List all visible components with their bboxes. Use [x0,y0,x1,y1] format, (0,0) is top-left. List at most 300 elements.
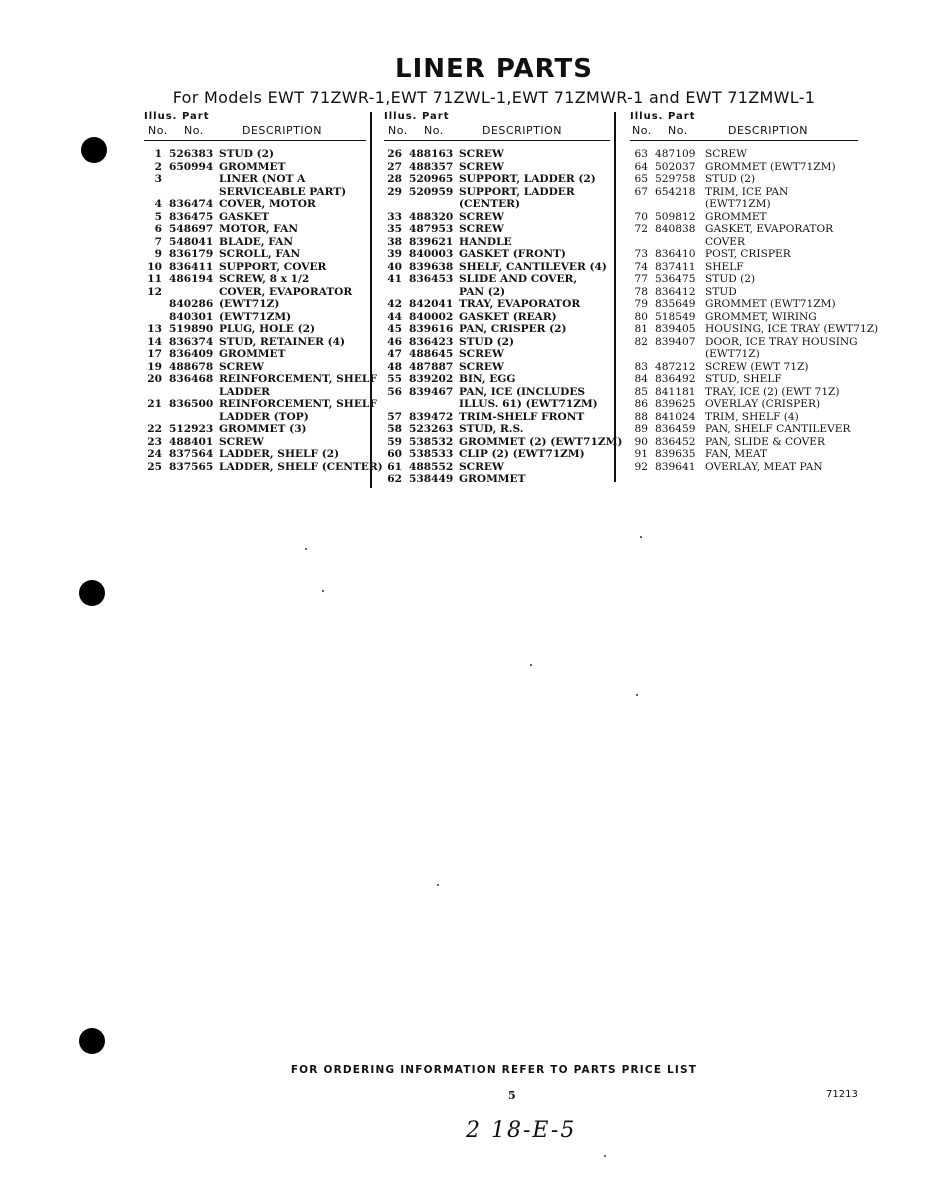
part-description: BLADE, FAN [219,235,294,248]
part-number: 836452 [655,435,696,448]
parts-row [384,148,610,161]
punch-hole-middle [79,580,105,606]
part-number: 839621 [409,235,454,248]
part-number: 839467 [409,385,454,398]
parts-row [630,411,858,424]
scan-speck [636,694,638,696]
part-description: STUD (2) [705,273,756,285]
part-description: SCREW [459,210,504,223]
header-illus: Illus. [144,111,178,122]
part-description: SCREW [459,160,504,173]
ordering-footer: FOR ORDERING INFORMATION REFER TO PARTS PRICE LIST [290,1064,698,1076]
illus-number: 84 [634,373,648,385]
page-number: 5 [508,1089,516,1102]
part-number: 842041 [409,298,454,310]
illus-number: 29 [387,185,402,198]
illus-number: 61 [387,460,402,473]
illus-number: 33 [387,210,402,223]
illus-number: 28 [387,173,402,185]
part-number: 836374 [169,335,214,348]
parts-row [384,173,610,186]
punch-hole-top [81,137,107,163]
parts-row [384,236,610,249]
part-description: PAN, CRISPER (2) [459,323,567,335]
illus-number: 17 [147,348,162,360]
part-description: PAN, ICE (INCLUDES [459,385,586,398]
part-description: SUPPORT, LADDER (2) [459,173,596,185]
illus-number: 4 [154,198,162,210]
scan-speck [437,884,439,886]
part-description: HOUSING, ICE TRAY (EWT71Z) [705,323,879,335]
part-description: GROMMET [219,348,286,360]
illus-number: 65 [634,173,648,185]
illus-number: 22 [147,423,162,435]
part-description: PLUG, HOLE (2) [219,323,315,335]
part-description: (EWT71Z) [219,298,280,310]
illus-number: 45 [387,323,402,335]
part-description: LADDER (TOP) [219,410,309,423]
header-illus: Illus. [384,111,418,122]
part-description: GROMMET [219,160,286,173]
part-number: 487109 [655,148,696,160]
part-description: SUPPORT, LADDER [459,185,575,198]
part-number: 538533 [409,448,454,460]
illus-number: 25 [147,460,162,473]
parts-row [630,398,858,411]
parts-row [144,373,377,386]
parts-row [630,461,858,474]
part-number: 488552 [409,460,454,473]
part-description: (EWT71Z) [705,348,760,360]
parts-row [384,186,610,199]
parts-row [384,398,610,411]
part-number: 836492 [655,373,696,385]
illus-number: 73 [634,248,648,260]
part-number: 839616 [409,323,454,335]
part-description: STUD (2) [459,335,515,348]
parts-row [630,448,858,461]
parts-row [144,298,366,311]
part-description: HANDLE [459,235,512,248]
part-number: 488645 [409,348,454,360]
illus-number: 57 [387,410,402,423]
parts-row [630,311,858,324]
part-description: SCREW, 8 x 1/2 [219,273,310,285]
parts-row [630,423,858,436]
part-number: 836409 [169,348,214,360]
part-number: 841024 [655,410,696,423]
parts-row [630,361,858,374]
illus-number: 21 [147,398,162,410]
models-subtitle: For Models EWT 71ZWR-1,EWT 71ZWL-1,EWT 71ZMWR-1 and EWT 71ZMWL-1 [172,88,816,107]
parts-row [144,398,377,411]
parts-row [144,211,366,224]
illus-number: 64 [634,160,648,173]
illus-number: 55 [387,373,402,385]
part-description: TRIM-SHELF FRONT [459,410,585,423]
parts-row [384,161,610,174]
part-description: COVER, MOTOR [219,198,316,210]
parts-row [384,286,610,299]
parts-row [630,223,858,236]
illus-number: 90 [634,435,648,448]
illus-number: 62 [387,473,402,485]
parts-row [384,273,610,286]
part-description: PAN, SHELF CANTILEVER [705,423,851,435]
part-description: (CENTER) [459,198,520,210]
illus-number: 3 [154,173,162,185]
header-description: DESCRIPTION [728,124,808,137]
parts-row [144,323,366,336]
part-number: 836412 [655,285,696,298]
illus-number: 78 [634,285,648,298]
part-description: GASKET (FRONT) [459,248,566,260]
part-number: 518549 [655,310,696,323]
part-description: SCREW [459,348,504,360]
parts-row [384,435,623,449]
part-description: ILLUS. 61) (EWT71ZM) [459,398,598,410]
illus-number: 41 [387,273,402,285]
part-number: 520965 [409,173,454,185]
illus-number: 74 [634,260,648,273]
parts-row [384,211,610,224]
part-description: SCREW (EWT 71Z) [705,360,809,373]
part-number: 839635 [655,448,696,460]
parts-row [144,148,366,161]
part-number: 839638 [409,260,454,273]
part-description: POST, CRISPER [705,248,791,260]
part-description: FAN, MEAT [705,448,768,460]
header-part-no: No. [668,124,688,137]
part-description: CLIP (2) (EWT71ZM) [459,448,585,460]
illus-number: 89 [634,423,648,435]
part-description: OVERLAY (CRISPER) [705,398,821,410]
scan-speck [640,536,642,538]
scan-speck [305,548,307,550]
part-description: (EWT71ZM) [705,198,771,210]
parts-row [630,261,858,274]
parts-row [144,198,366,211]
parts-row [384,448,610,461]
illus-number: 58 [387,423,402,435]
parts-row [630,298,858,311]
part-description: LADDER, SHELF (2) [219,448,340,460]
illus-number: 11 [147,273,162,285]
parts-row [144,286,366,299]
part-number: 488357 [409,160,454,173]
header-illus-no: No. [388,124,408,137]
part-description: REINFORCEMENT, SHELF [219,398,377,410]
part-number: 836423 [409,335,454,348]
part-number: 836411 [169,260,214,273]
part-number: 840286 [169,298,214,310]
parts-row [630,323,879,336]
parts-row [144,186,366,199]
illus-number: 83 [634,360,648,373]
parts-row [630,286,858,299]
part-number: 529758 [655,173,696,185]
parts-row [630,273,858,286]
parts-column-2 [384,110,623,486]
part-description: STUD, RETAINER (4) [219,335,345,348]
part-number: 519890 [169,323,214,335]
illus-number: 72 [634,223,648,235]
illus-number: 67 [634,185,648,198]
header-part: Part [182,111,210,122]
parts-row [384,386,610,399]
parts-row [384,348,610,361]
part-number: 836179 [169,248,214,260]
part-number: 538449 [409,473,454,485]
part-description: SCREW [459,460,504,473]
part-number: 840838 [655,223,696,235]
parts-row [144,261,366,274]
parts-row [384,323,610,336]
parts-row [384,311,610,324]
part-description: GROMMET (EWT71ZM) [705,298,836,310]
part-number: 650994 [169,160,214,173]
part-number: 487953 [409,223,454,235]
parts-row [144,386,366,399]
part-description: STUD (2) [219,148,275,160]
part-number: 840003 [409,248,454,260]
part-number: 839625 [655,398,696,410]
illus-number: 38 [387,235,402,248]
part-number: 840002 [409,310,454,323]
parts-row [630,198,858,211]
illus-number: 85 [634,385,648,398]
page-title: LINER PARTS [395,54,593,84]
part-description: STUD, SHELF [705,373,782,385]
scan-speck [604,1155,606,1157]
parts-row [144,161,366,174]
part-description: SERVICEABLE PART) [219,185,347,198]
illus-number: 20 [147,373,162,385]
part-number: 486194 [169,273,214,285]
part-description: COVER [705,235,745,248]
illus-number: 42 [387,298,402,310]
part-description: GASKET [219,210,270,223]
parts-row [630,336,858,349]
parts-row [144,173,366,186]
part-description: COVER, EVAPORATOR [219,285,353,298]
part-description: SCREW [459,148,504,160]
parts-row [630,186,858,199]
part-number: 488320 [409,210,454,223]
parts-row [384,261,610,274]
part-number: 523263 [409,423,454,435]
illus-number: 79 [634,298,648,310]
part-description: TRIM, ICE PAN [705,185,789,198]
parts-row [630,148,858,161]
part-description: SCREW [219,360,264,373]
parts-list [384,148,623,486]
parts-row [630,211,858,224]
part-description: SCROLL, FAN [219,248,301,260]
scan-speck [322,590,324,592]
illus-number: 5 [154,210,162,223]
illus-number: 35 [387,223,402,235]
parts-column-1 [144,110,383,473]
part-number: 487212 [655,360,696,373]
header-illus-no: No. [148,124,168,137]
parts-row [384,223,610,236]
part-description: GROMMET, WIRING [705,310,817,323]
parts-row [630,248,858,261]
parts-row [144,460,383,474]
illus-number: 10 [147,260,162,273]
parts-row [384,373,610,386]
scan-speck [530,664,532,666]
part-number: 836474 [169,198,214,210]
illus-number: 24 [147,448,162,460]
part-description: SCREW [459,223,504,235]
illus-number: 13 [147,323,162,335]
parts-row [144,361,366,374]
part-description: LINER (NOT A [219,173,306,185]
part-description: LADDER [219,385,270,398]
part-number: 836475 [169,210,214,223]
part-number: 512923 [169,423,214,435]
parts-row [630,373,858,386]
part-description: SHELF [705,260,744,273]
punch-hole-bottom [79,1028,105,1054]
header-description: DESCRIPTION [482,124,562,137]
illus-number: 26 [387,148,402,160]
parts-row [384,336,610,349]
illus-number: 40 [387,260,402,273]
parts-row [144,436,366,449]
part-number: 487887 [409,360,454,373]
illus-number: 56 [387,385,402,398]
parts-column-3 [630,110,879,473]
header-part: Part [668,111,696,122]
illus-number: 60 [387,448,402,460]
part-description: REINFORCEMENT, SHELF [219,373,377,385]
illus-number: 46 [387,335,402,348]
part-description: SCREW [219,435,264,448]
illus-number: 39 [387,248,402,260]
column-divider-2 [614,112,616,482]
part-description: GASKET, EVAPORATOR [705,223,834,235]
illus-number: 63 [634,148,648,160]
part-description: (EWT71ZM) [219,310,292,323]
illus-number: 19 [147,360,162,373]
parts-row [384,411,610,424]
part-number: 488678 [169,360,214,373]
part-number: 836500 [169,398,214,410]
header-illus: Illus. [630,111,664,122]
parts-list [144,148,383,473]
header-part: Part [422,111,450,122]
part-description: SCREW [705,148,747,160]
part-number: 837565 [169,460,214,473]
header-part-no: No. [184,124,204,137]
part-description: GROMMET (3) [219,423,307,435]
part-description: MOTOR, FAN [219,223,299,235]
handwritten-note: 2 18-E-5 [466,1118,577,1143]
illus-number: 9 [154,248,162,260]
part-number: 839641 [655,460,696,473]
parts-row [144,311,366,324]
header-illus-no: No. [632,124,652,137]
parts-row [630,236,858,249]
part-description: BIN, EGG [459,373,516,385]
part-number: 840301 [169,310,214,323]
part-number: 839405 [655,323,696,335]
illus-number: 1 [154,148,162,160]
part-description: STUD (2) [705,173,756,185]
illus-number: 6 [154,223,162,235]
part-description: SHELF, CANTILEVER (4) [459,260,607,273]
parts-row [384,361,610,374]
part-number: 502037 [655,160,696,173]
part-description: PAN (2) [459,285,506,298]
part-number: 835649 [655,298,696,310]
parts-list [630,148,879,473]
part-number: 526383 [169,148,214,160]
illus-number: 81 [634,323,648,335]
illus-number: 91 [634,448,648,460]
parts-row [384,461,610,474]
part-number: 836468 [169,373,214,385]
part-description: DOOR, ICE TRAY HOUSING [705,335,858,348]
illus-number: 88 [634,410,648,423]
illus-number: 2 [154,160,162,173]
illus-number: 14 [147,335,162,348]
part-description: TRAY, EVAPORATOR [459,298,581,310]
illus-number: 23 [147,435,162,448]
part-number: 841181 [655,385,696,398]
illus-number: 77 [634,273,648,285]
illus-number: 92 [634,460,648,473]
part-number: 837411 [655,260,696,273]
parts-row [144,236,366,249]
parts-row [384,473,610,486]
part-description: SCREW [459,360,504,373]
part-number: 520959 [409,185,454,198]
part-number: 548041 [169,235,214,248]
parts-row [630,386,858,399]
part-number: 509812 [655,210,696,223]
part-number: 548697 [169,223,214,235]
part-description: SUPPORT, COVER [219,260,327,273]
part-number: 837564 [169,448,214,460]
part-number: 654218 [655,185,696,198]
part-number: 836410 [655,248,696,260]
parts-row [144,223,366,236]
part-description: STUD [705,285,737,298]
part-number: 488163 [409,148,454,160]
part-description: LADDER, SHELF (CENTER) [219,460,383,473]
part-number: 538532 [409,435,454,448]
illus-number: 48 [387,360,402,373]
part-number: 836459 [655,423,696,435]
illus-number: 80 [634,310,648,323]
part-description: GROMMET [459,473,526,485]
parts-row [630,436,858,449]
parts-row [384,298,610,311]
header-description: DESCRIPTION [242,124,322,137]
part-number: 836453 [409,273,454,285]
part-number: 839202 [409,373,454,385]
part-description: TRAY, ICE (2) (EWT 71Z) [705,385,840,398]
illus-number: 59 [387,435,402,448]
parts-row [144,448,366,461]
parts-row [144,411,366,424]
part-description: GASKET (REAR) [459,310,557,323]
illus-number: 27 [387,160,402,173]
